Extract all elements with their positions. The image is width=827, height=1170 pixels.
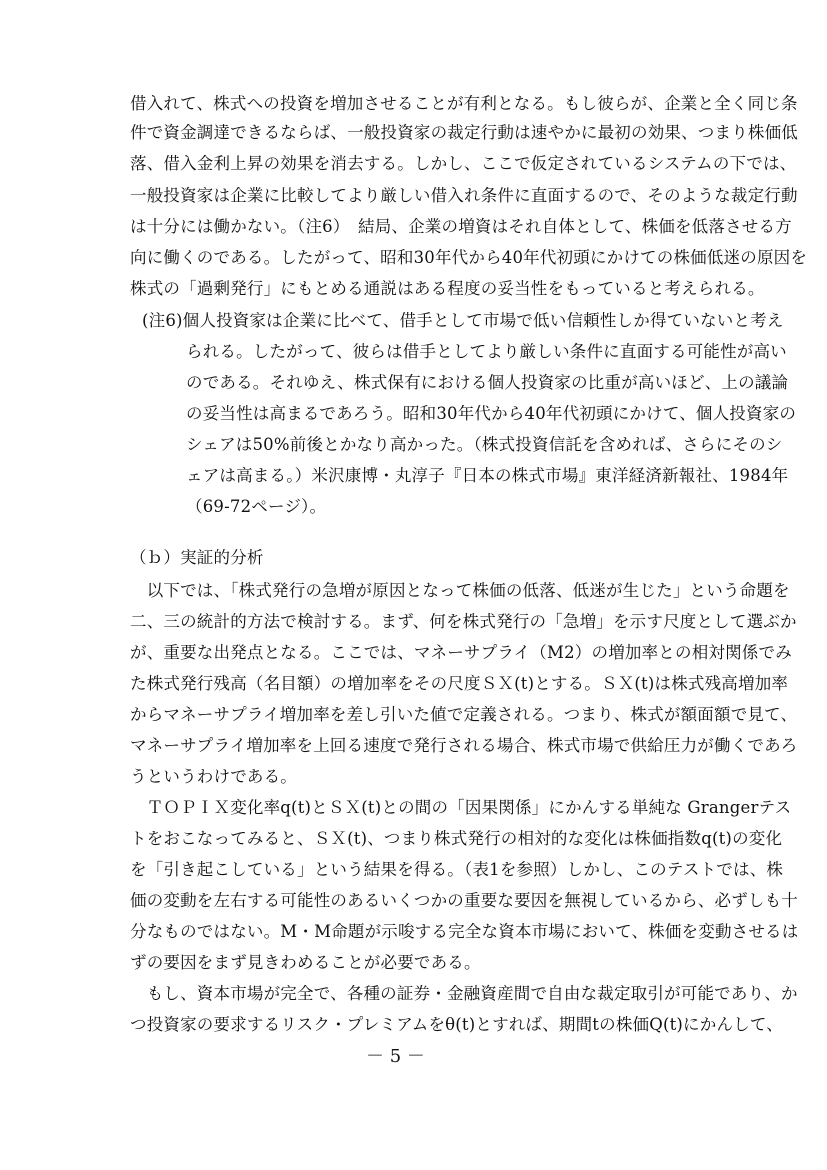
body-text-line: もし、資本市場が完全で、各種の証券・金融資産間で自由な裁定取引が可能であり、か	[130, 984, 798, 1003]
body-text-line: 価の変動を左右する可能性のあるいくつかの重要な要因を無視しているから、必ずしも十	[130, 891, 798, 910]
body-text-line: 株式の「過剰発行」にもとめる通説はある程度の妥当性をもっていると考えられる。	[130, 279, 765, 298]
footnote-line: られる。したがって、彼らは借手としてより厳しい条件に直面する可能性が高い	[186, 342, 787, 361]
footnote-line: シェアは50%前後とかなり高かった。（株式投資信託を含めれば、さらにそのシ	[186, 435, 783, 454]
body-text-line: マネーサプライ増加率を上回る速度で発行される場合、株式市場で供給圧力が働くであろ	[130, 736, 798, 755]
body-text-line: 二、三の統計的方法で検討する。まず、何を株式発行の「急増」を示す尺度として選ぶか	[130, 612, 797, 631]
footnote-line: （69-72ページ）。	[186, 497, 327, 516]
footnote-line: のである。それゆえ、株式保有における個人投資家の比重が高いほど、上の議論	[186, 373, 789, 392]
body-text-line: ずの要因をまず見きわめることが必要である。	[130, 953, 481, 972]
body-text-line: が、重要な出発点となる。ここでは、マネーサプライ（M2）の増加率との相対関係でみ	[130, 643, 792, 662]
body-text-line: つ投資家の要求するリスク・プレミアムをθ(t)とすれば、期間tの株価Q(t)にかんして、	[130, 1015, 783, 1034]
body-text-line: ＴＯＰＩＸ変化率q(t)とＳＸ(t)との間の「因果関係」にかんする単純な Grangerテス	[130, 798, 792, 817]
body-text-line: 一般投資家は企業に比較してより厳しい借入れ条件に直面するので、そのような裁定行動	[130, 186, 798, 205]
footnote-head: (注6)個人投資家は企業に比べて、借手として市場で低い信頼性しか得ていないと考え	[142, 311, 784, 330]
body-text-line: は十分には働かない。（注6） 結局、企業の増資はそれ自体として、株価を低落させる方	[130, 217, 792, 236]
body-text-line: 向に働くのである。したがって、昭和30年代から40年代初頭にかけての株価低迷の原因を	[130, 248, 808, 267]
body-text-line: 借入れて、株式への投資を増加させることが有利となる。もし彼らが、企業と全く同じ条	[130, 94, 798, 113]
body-text-line: トをおこなってみると、ＳＸ(t)、つまり株式発行の相対的な変化は株価指数q(t)の変化	[130, 829, 783, 848]
section-heading: （ｂ）実証的分析	[130, 548, 264, 567]
body-text-line: た株式発行残高（名目額）の増加率をその尺度ＳＸ(t)とする。ＳＸ(t)は株式残高増加率	[130, 674, 789, 693]
footnote-line: ェアは高まる。）米沢康博・丸淳子『日本の株式市場』東洋経済新報社、1984年	[186, 466, 789, 485]
body-text-line: 件で資金調達できるならば、一般投資家の裁定行動は速やかに最初の効果、つまり株価低	[130, 123, 798, 142]
page-number: － 5 －	[366, 1046, 425, 1067]
body-text-line: うというわけである。	[130, 767, 297, 786]
footnote-line: の妥当性は高まるであろう。昭和30年代から40年代初頭にかけて、個人投資家の	[186, 404, 797, 423]
body-text-line: 落、借入金利上昇の効果を消去する。しかし、ここで仮定されているシステムの下では、	[130, 154, 797, 173]
body-text-line: からマネーサプライ増加率を差し引いた値で定義される。つまり、株式が額面額で見て、	[130, 705, 798, 724]
body-text-line: を「引き起こしている」という結果を得る。（表1を参照）しかし、このテストでは、株	[130, 860, 784, 879]
body-text-line: 分なものではない。M・M命題が示唆する完全な資本市場において、株価を変動させるは	[130, 922, 799, 941]
body-text-line: 以下では、「株式発行の急増が原因となって株価の低落、低迷が生じた」という命題を	[130, 581, 790, 600]
